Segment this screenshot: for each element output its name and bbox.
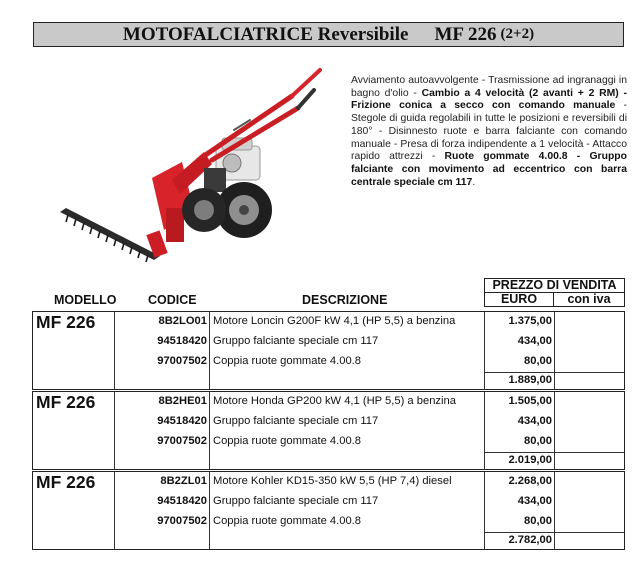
description-segment: Avviamento autoavvolgente - Trasmissione ad ingranaggi in bagno d'olio -: [351, 75, 627, 99]
product-code: 8B2ZL01: [160, 475, 207, 487]
col-header-con-iva: con iva: [554, 292, 625, 307]
total-divider: [485, 452, 624, 453]
description-segment: .: [472, 176, 476, 188]
total-price: 2.019,00: [508, 454, 552, 466]
model-suffix: (2+2): [500, 26, 535, 42]
model-group: [32, 311, 625, 390]
table-row: [33, 472, 624, 491]
description-segment: Cambio a 4 velocità (2 avanti + 2 RM) - Frizione conica a secco con comando manuale: [351, 87, 627, 112]
handlebars: [204, 70, 320, 160]
table-row: [33, 492, 624, 511]
price-euro: 80,00: [524, 355, 552, 367]
table-row: [33, 432, 624, 451]
page-title-bar: [33, 22, 624, 47]
price-euro: 80,00: [524, 515, 552, 527]
product-code: 94518420: [157, 495, 207, 507]
product-code: 97007502: [157, 515, 207, 527]
price-euro: 2.268,00: [508, 475, 552, 487]
col-header-euro: EURO: [484, 292, 554, 307]
description-segment: Ruote gommate 4.00.8 - Gruppo falciante con movimento ad eccentrico con barra centrale speciale cm 117: [351, 151, 627, 188]
col-header-modello: MODELLO: [54, 293, 117, 307]
product-code: 97007502: [157, 435, 207, 447]
wheels: [182, 182, 272, 238]
product-description: Coppia ruote gommate 4.00.8: [213, 435, 362, 447]
model-name: MF 226: [36, 312, 96, 332]
table-row: [33, 352, 624, 371]
table-row: [33, 312, 624, 331]
price-euro: 434,00: [517, 495, 552, 507]
mower-illustration: [54, 60, 330, 272]
total-price: 1.889,00: [508, 374, 552, 386]
total-divider: [485, 372, 624, 373]
product-description: Motore Kohler KD15-350 kW 5,5 (HP 7,4) diesel: [213, 475, 452, 487]
product-description: Motore Honda GP200 kW 4,1 (HP 5,5) a benzina: [213, 395, 456, 407]
col-header-descrizione: DESCRIZIONE: [302, 293, 388, 307]
price-euro: 80,00: [524, 435, 552, 447]
product-description: Gruppo falciante speciale cm 117: [213, 415, 379, 427]
product-description: Motore Loncin G200F kW 4,1 (HP 5,5) a benzina: [213, 315, 456, 327]
product-code: 94518420: [157, 415, 207, 427]
product-code: 8B2HE01: [158, 395, 207, 407]
product-code: 8B2LO01: [158, 315, 207, 327]
total-divider: [485, 532, 624, 533]
price-euro: 434,00: [517, 415, 552, 427]
product-description: Gruppo falciante speciale cm 117: [213, 495, 379, 507]
model-name: MF 226: [36, 472, 96, 492]
model-title: MF 226: [434, 23, 497, 45]
model-group: [32, 391, 625, 470]
table-row: [33, 412, 624, 431]
cutter-bar: [60, 208, 168, 262]
total-price: 2.782,00: [508, 534, 552, 546]
price-euro: 1.375,00: [508, 315, 552, 327]
price-euro: 434,00: [517, 335, 552, 347]
col-header-codice: CODICE: [148, 293, 197, 307]
model-group: [32, 471, 625, 550]
product-description: [351, 75, 627, 189]
table-row: [33, 392, 624, 411]
product-code: 97007502: [157, 355, 207, 367]
price-euro: 1.505,00: [508, 395, 552, 407]
table-row: [33, 332, 624, 351]
product-description: Gruppo falciante speciale cm 117: [213, 335, 379, 347]
table-row: [33, 512, 624, 531]
product-description: Coppia ruote gommate 4.00.8: [213, 515, 362, 527]
product-description: Coppia ruote gommate 4.00.8: [213, 355, 362, 367]
model-name: MF 226: [36, 392, 96, 412]
price-header: PREZZO DI VENDITA: [484, 278, 625, 293]
page-title: MOTOFALCIATRICE Reversibile: [122, 23, 409, 45]
description-segment: - Stegole di guida regolabili in tutte le posizioni e reversibili di 180° - Disinnesto ruote e barra falciante con comando manuale - Presa di forza indipendente a 1 velocità - Attacco rapido attrezzi -: [351, 100, 627, 163]
product-code: 94518420: [157, 335, 207, 347]
